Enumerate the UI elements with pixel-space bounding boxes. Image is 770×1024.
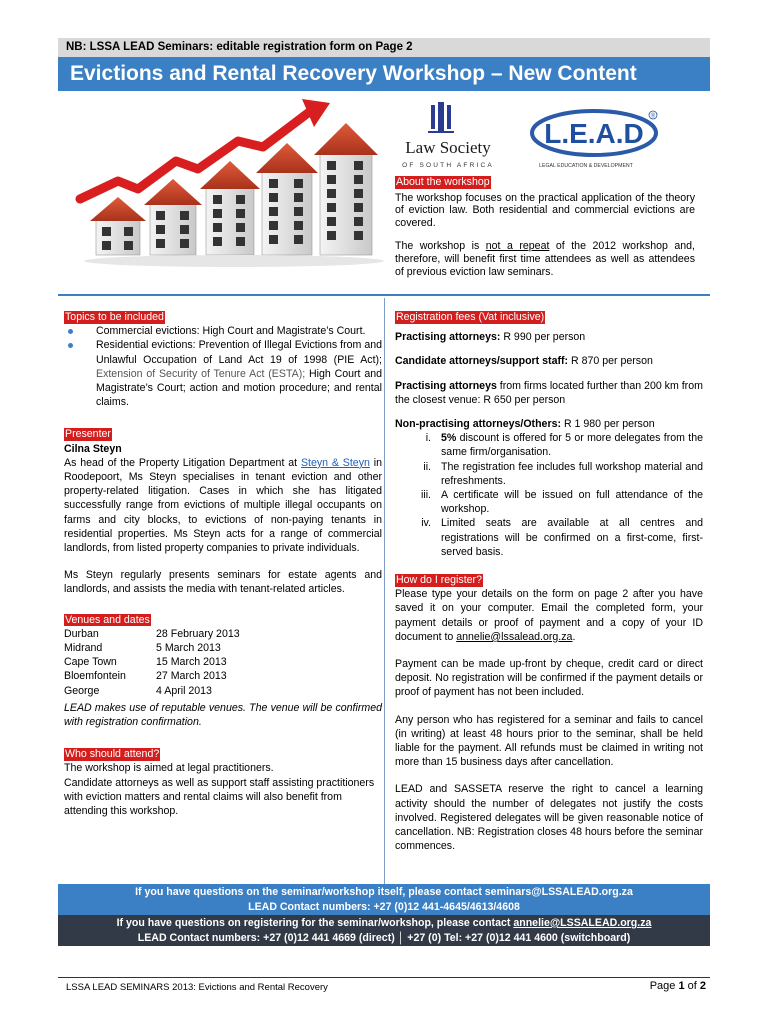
page-title: Evictions and Rental Recovery Workshop – New Content bbox=[58, 57, 710, 91]
registration-contact-numbers: LEAD Contact numbers: +27 (0)12 441 4669 (direct) │ +27 (0) Tel: +27 (0)12 441 4600 (switchboard) bbox=[137, 932, 631, 944]
about-heading: About the workshop bbox=[396, 176, 490, 188]
venue-city: Bloemfontein bbox=[64, 670, 126, 683]
venue-city: Cape Town bbox=[64, 656, 117, 669]
presenter-heading: Presenter bbox=[65, 428, 111, 441]
footer-title: LSSA LEAD SEMINARS 2013: Evictions and Rental Recovery bbox=[66, 982, 328, 993]
list-item: iii. A certificate will be issued on full attendance of the workshop. bbox=[420, 489, 703, 516]
list-item: Residential evictions: Prevention of Illegal Evictions from and Unlawful Occupation of Land Act 19 of 1998 (PIE Act); Extension of Security of Tenure Act (ESTA); High Court and Magistrate’s Court; action and motion procedure; and rental claims. bbox=[64, 338, 382, 409]
register-heading: How do I register? bbox=[396, 574, 482, 587]
lead-subtitle: LEGAL EDUCATION & DEVELOPMENT bbox=[539, 163, 633, 169]
venue-date: 4 April 2013 bbox=[156, 684, 212, 697]
lead-wordmark: L.E.A.D bbox=[544, 118, 644, 149]
venues-heading: Venues and dates bbox=[65, 613, 150, 626]
rising-houses-illustration bbox=[58, 91, 388, 296]
attend-line-1: The workshop is aimed at legal practitioners. bbox=[64, 762, 274, 775]
registration-email-link[interactable]: annelie@LSSALEAD.org.za bbox=[513, 917, 652, 929]
nb-banner: NB: LSSA LEAD Seminars: editable registration form on Page 2 bbox=[58, 38, 710, 57]
seminar-contact-bar bbox=[58, 884, 710, 915]
register-section bbox=[395, 573, 703, 853]
attend-line-2: Candidate attorneys as well as support staff assisting practitioners with eviction matters and rental claims will also benefit from attending this workshop. bbox=[64, 776, 375, 818]
venue-note: LEAD makes use of reputable venues. The venue will be confirmed with registration confirmation. bbox=[64, 701, 382, 729]
register-paragraph-4: LEAD and SASSETA reserve the right to cancel a learning activity should the number of delegates not justify the costs involved. Registered delegates will be given reasonable notice of cancellation. NB: Registration closes 48 hours before the seminar commences. bbox=[395, 783, 703, 853]
annelie-email-link[interactable]: annelie@lssalead.org.za bbox=[456, 630, 573, 643]
presenter-name: Cilna Steyn bbox=[64, 442, 122, 455]
presenter-bio: As head of the Property Litigation Department at Steyn & Steyn in Roodepoort, Ms Steyn specialises in tenant eviction and other property-related litigation. Cases in which she has litigated successfully range from evictions of multiple illegal occupants on farms and city blocks, to evictions of non-paying tenants in residential properties. Ms Steyn acts for a range of commercial landlords, from listed property companies to private individuals. bbox=[64, 456, 382, 555]
register-paragraph-3: Any person who has registered for a seminar and fails to cancel (in writing) at least 48 hours prior to the seminar, shall be held liable for the payment. All refunds must be claimed in writing not more than 15 business days after cancellation. bbox=[395, 713, 703, 769]
venue-date: 27 March 2013 bbox=[156, 670, 227, 683]
register-paragraph-2: Payment can be made up-front by cheque, credit card or direct deposit. No registration will be confirmed if the payment details or proof of payment has not been included. bbox=[395, 658, 703, 699]
steyn-link[interactable]: Steyn & Steyn bbox=[300, 456, 370, 469]
page-number: Page 1 of 2 bbox=[649, 980, 706, 992]
seminar-contact-line: If you have questions on the seminar/workshop itself, please contact seminars@LSSALEAD.org.za bbox=[135, 886, 633, 898]
topics-heading: Topics to be included bbox=[65, 311, 164, 323]
right-column bbox=[395, 310, 703, 854]
about-section bbox=[395, 176, 695, 278]
venue-date: 5 March 2013 bbox=[156, 642, 221, 655]
fee-conditions-list bbox=[395, 431, 703, 559]
venues-table bbox=[64, 627, 382, 698]
law-society-name: Law Society bbox=[405, 138, 491, 157]
svg-text:®: ® bbox=[650, 113, 656, 120]
venue-date: 15 March 2013 bbox=[156, 656, 227, 669]
fee-candidate: Candidate attorneys/support staff: R 870 per person bbox=[395, 355, 653, 368]
lead-logo bbox=[526, 103, 666, 173]
fees-heading: Registration fees (Vat inclusive) bbox=[396, 311, 545, 323]
venues-section bbox=[64, 613, 382, 730]
attend-section bbox=[64, 747, 382, 818]
venue-city: George bbox=[64, 684, 100, 697]
presenter-bio-2: Ms Steyn regularly presents seminars for estate agents and landlords, and assists the media with tenant-related articles. bbox=[64, 569, 382, 596]
topics-list bbox=[64, 324, 382, 409]
list-item: Commercial evictions: High Court and Magistrate’s Court. bbox=[64, 324, 382, 338]
left-column bbox=[64, 310, 382, 818]
venue-city: Midrand bbox=[64, 642, 103, 655]
register-paragraph-1: Please type your details on the form on page 2 after you have saved it on your computer. Email the completed form, your payment details or proof of payment and a copy of your ID document to annelie@lssalead.org.za. bbox=[395, 588, 703, 643]
law-society-logo bbox=[373, 101, 523, 171]
list-item: ii. The registration fee includes full workshop material and refreshments. bbox=[423, 460, 703, 487]
presenter-section bbox=[64, 427, 382, 596]
list-item: iv. Limited seats are available at all centres and registrations will be confirmed on a first-come, first-served basis. bbox=[421, 517, 703, 558]
seminar-contact-numbers: LEAD Contact numbers: +27 (0)12 441-4645/4613/4608 bbox=[248, 901, 520, 913]
about-paragraph-1: The workshop focuses on the practical application of the theory of eviction law. Both residential and commercial evictions are covered. bbox=[395, 191, 695, 229]
fee-nonpractising: Non-practising attorneys/Others: R 1 980 per person bbox=[395, 418, 655, 431]
law-society-subtitle: OF SOUTH AFRICA bbox=[402, 162, 494, 169]
footer-divider bbox=[58, 977, 710, 978]
column-divider bbox=[384, 298, 385, 884]
venue-city: Durban bbox=[64, 627, 99, 640]
registration-contact-line: If you have questions on registering for the seminar/workshop, please contact annelie@LSSALEAD.org.za bbox=[116, 917, 652, 929]
list-item: i. 5% discount is offered for 5 or more delegates from the same firm/organisation. bbox=[425, 432, 703, 459]
venue-date: 28 February 2013 bbox=[156, 627, 240, 640]
fee-far: Practising attorneys from firms located further than 200 km from the closest venue: R 650 per person bbox=[395, 379, 703, 406]
attend-heading: Who should attend? bbox=[65, 748, 160, 761]
fee-practising: Practising attorneys: R 990 per person bbox=[395, 331, 586, 344]
registration-contact-bar bbox=[58, 915, 710, 946]
about-paragraph-2: The workshop is not a repeat of the 2012 workshop and, therefore, will benefit first time attendees as well as attendees of previous eviction law seminars. bbox=[395, 240, 695, 278]
